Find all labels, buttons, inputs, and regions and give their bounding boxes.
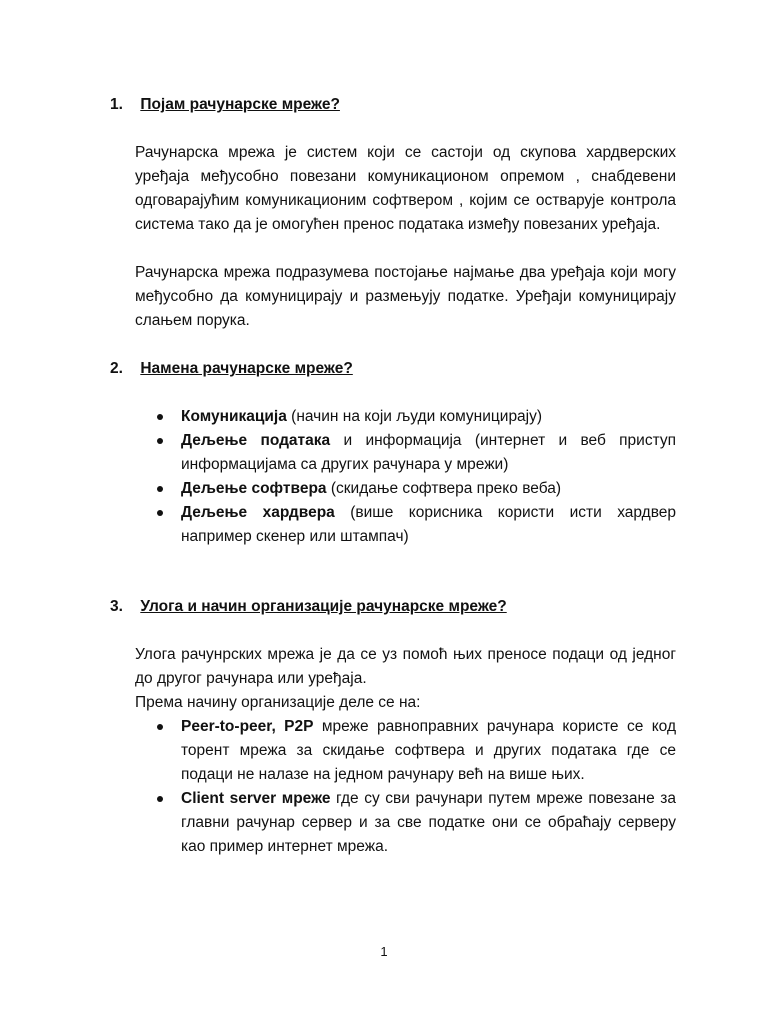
section-3-heading: [110, 595, 680, 619]
bullet-icon: [157, 414, 163, 420]
bullet-icon: [157, 724, 163, 730]
list-item: [135, 477, 676, 501]
bullet-text: (више корисника користи исти хардвер например скенер или штампач): [181, 504, 676, 545]
section-3-bullet-list: [135, 715, 676, 859]
bullet-icon: [157, 796, 163, 802]
bullet-bold: Дељење софтвера: [181, 480, 327, 497]
bullet-text: (начин на који људи комуницирају): [286, 408, 543, 425]
section-1-title: Појам рачунарске мреже?: [140, 96, 340, 113]
section-2-title: Намена рачунарске мреже?: [140, 360, 353, 377]
section-3-paragraph-1: Улога рачунрских мрежа је да се уз помоћ њих преносе подаци од једног до другог рачунара или уређаја.: [135, 646, 676, 687]
bullet-icon: [157, 438, 163, 444]
section-2-bullet-list: [135, 405, 676, 549]
bullet-bold: Дељење хардвера: [181, 504, 335, 521]
bullet-bold: Дељење података: [181, 432, 331, 449]
bullet-icon: [157, 486, 163, 492]
list-item: [135, 405, 676, 429]
bullet-bold: Peer-to-peer, P2P: [181, 718, 314, 735]
bullet-icon: [157, 510, 163, 516]
list-item: [135, 501, 676, 549]
bullet-bold: Client server мреже: [181, 790, 331, 807]
list-item: [135, 787, 676, 859]
bullet-bold: Комуникација: [181, 408, 287, 425]
section-1-paragraph-1: Рачунарска мрежа је систем који се састоји од скупова хардверских уређаја међусобно повезани комуникационом опремом , снабдевени одговарајућим комуникационим софтвером , којим се остварује контрола система тако да је омогућен пренос података између повезаних уређаја.: [135, 144, 676, 233]
list-item: [135, 429, 676, 477]
bullet-text: мреже равноправних рачунара користе се код торент мрежа за скидање софтвера и других података где се подаци не налазе на једном рачунару већ на више њих.: [181, 718, 676, 783]
bullet-text: где су сви рачунари путем мреже повезане за главни рачунар сервер и за све податке они се обраћају серверу као пример интернет мрежа.: [181, 790, 676, 855]
page-number: 1: [380, 944, 388, 959]
section-3-paragraph-2: Према начину организације деле се на:: [135, 694, 421, 711]
list-item: [135, 715, 676, 787]
section-3-title: Улога и начин организације рачунарске мреже?: [140, 598, 507, 615]
bullet-text: (скидање софтвера преко веба): [326, 480, 561, 497]
bullet-text: и информација (интернет и веб приступ информацијама са других рачунара у мрежи): [181, 432, 676, 473]
section-1-paragraph-2: Рачунарска мрежа подразумева постојање најмање два уређаја који могу међусобно да комуницирају и размењују податке. Уређаји комуницирају слањем порука.: [135, 264, 676, 329]
section-3-number: 3.: [110, 598, 123, 615]
section-1-number: 1.: [110, 96, 123, 113]
section-2-heading: [110, 357, 680, 381]
section-2-number: 2.: [110, 360, 123, 377]
section-1-heading: [110, 93, 680, 117]
